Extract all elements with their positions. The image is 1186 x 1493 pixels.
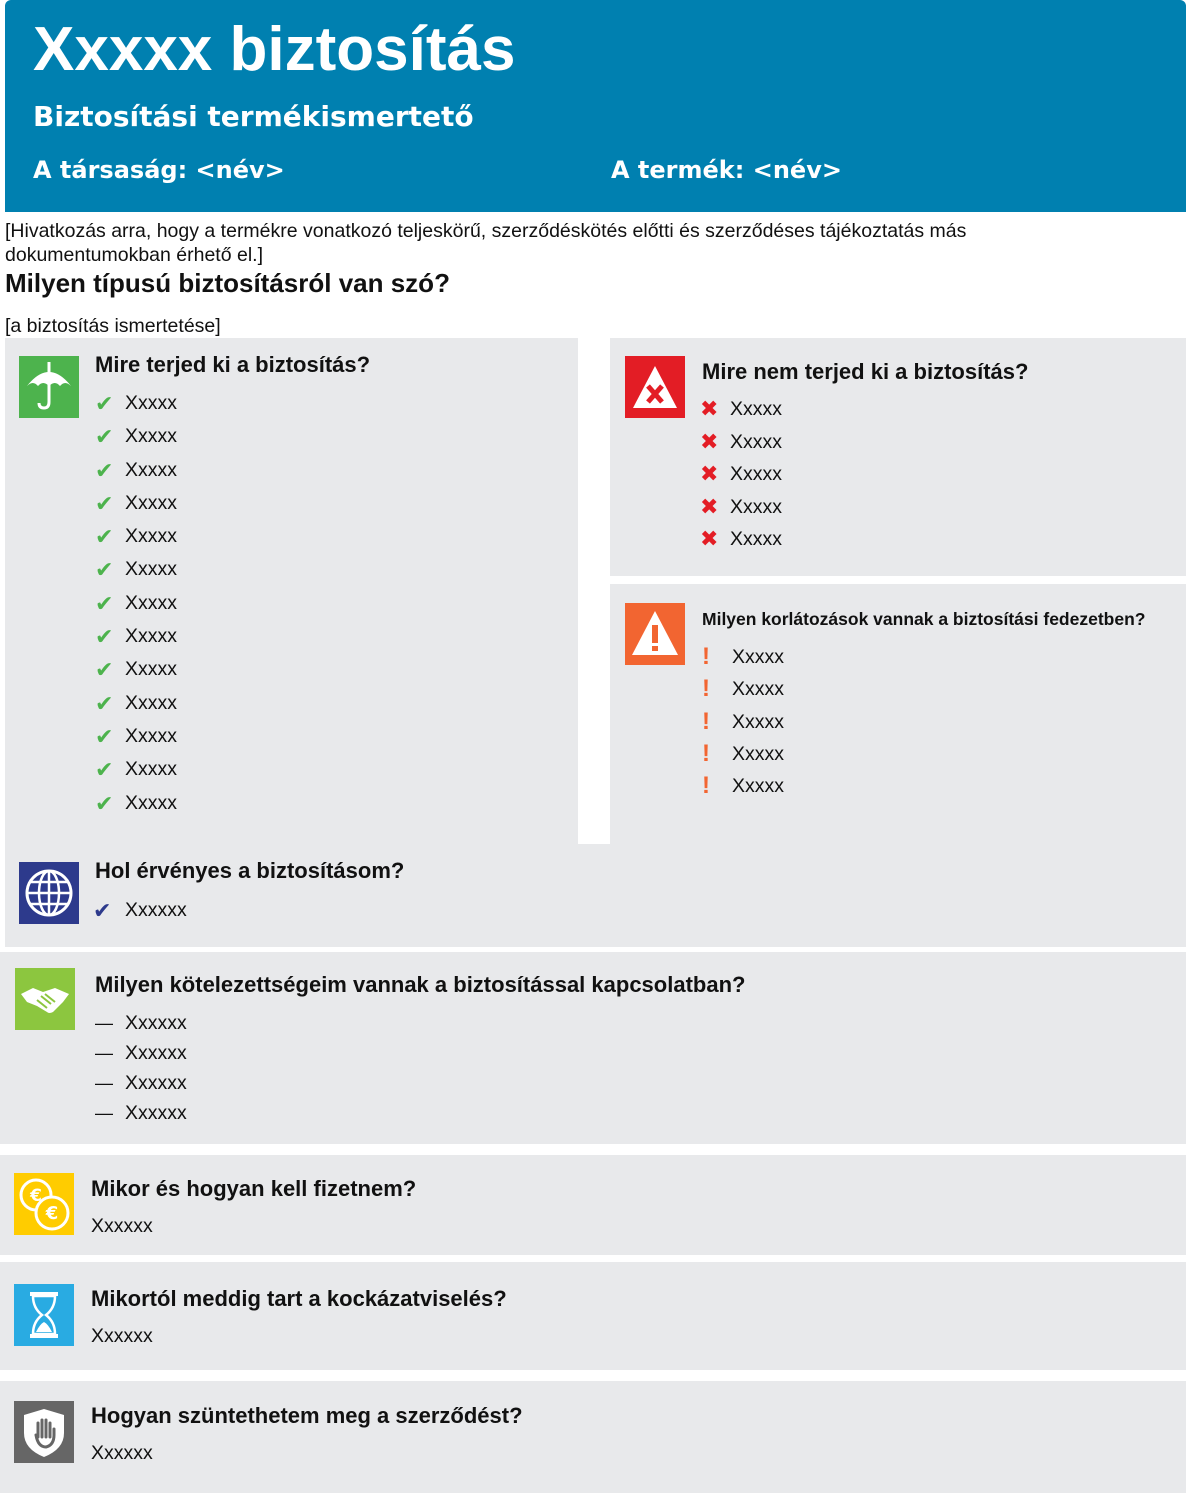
svg-text:€: € [30, 1186, 42, 1206]
check-icon: ✔ [95, 391, 114, 416]
check-icon: ✔ [95, 524, 114, 550]
svg-text:€: € [45, 1203, 59, 1224]
cross-icon: ✖ [700, 461, 719, 486]
warning-cross-icon [625, 356, 685, 418]
termination-title: Hogyan szüntethetem meg a szerződést? [91, 1403, 523, 1428]
cross-icon: ✖ [700, 428, 719, 454]
termination-text: Xxxxxx [91, 1442, 153, 1464]
euro-coins-icon [14, 1173, 74, 1235]
payment-title: Mikor és hogyan kell fizetnem? [91, 1176, 417, 1201]
check-icon: ✔ [95, 690, 114, 716]
check-icon: ✔ [95, 557, 114, 583]
dash-icon: — [95, 1103, 113, 1123]
umbrella-icon [19, 356, 79, 418]
check-icon: ✔ [95, 590, 114, 616]
exclamation-icon: ! [702, 707, 710, 735]
payment-text: Xxxxxx [91, 1215, 153, 1237]
dash-icon: — [95, 1043, 113, 1063]
insurance-type-heading: Milyen típusú biztosításról van szó? [5, 268, 450, 298]
dash-icon: — [95, 1013, 113, 1033]
globe-icon [19, 862, 79, 924]
check-icon: ✔ [95, 723, 114, 749]
product-name: A termék: <név> [611, 156, 842, 184]
obligations-panel: Milyen kötelezettségeim vannak a biztosítással kapcsolatban? — Xxxxxx — Xxxxxx — Xxxxxx — Xxxxxx [0, 952, 1186, 1144]
payment-panel [0, 1155, 1186, 1255]
document-title: Xxxxx biztosítás [33, 15, 516, 84]
where-panel: Hol érvényes a biztosításom? ✔ Xxxxxx [5, 844, 1186, 947]
header-banner [5, 0, 1186, 212]
check-icon: ✔ [95, 790, 114, 816]
check-icon: ✔ [95, 424, 114, 450]
termination-panel [0, 1381, 1186, 1493]
warning-exclamation-icon [625, 603, 685, 665]
covered-panel: Mire terjed ki a biztosítás? ✔ Xxxxx ✔ Xxxxx ✔ Xxxxx ✔ Xxxxx ✔ Xxxxx ✔ Xxxxx ✔ Xxxxx ✔ Xxxxx ✔ Xxxxx ✔ Xxxxx ✔ Xxxxx ✔ Xxxxx ✔ Xxxxx [5, 338, 578, 846]
check-icon: ✔ [93, 898, 112, 923]
where-title: Hol érvényes a biztosításom? [95, 858, 405, 883]
covered-title: Mire terjed ki a biztosítás? [95, 352, 371, 377]
exclamation-icon: ! [702, 675, 710, 703]
dash-icon: — [95, 1073, 113, 1093]
check-icon: ✔ [95, 657, 114, 683]
check-icon: ✔ [95, 624, 114, 650]
company-name: A társaság: <név> [33, 156, 285, 184]
exclamation-icon: ! [702, 643, 710, 670]
restrictions-title: Milyen korlátozások vannak a biztosítási fedezetben? [702, 609, 1146, 629]
document-subtitle: Biztosítási termékismertető [33, 100, 474, 133]
shield-hand-icon [14, 1401, 74, 1463]
restrictions-panel: Milyen korlátozások vannak a biztosítási fedezetben? ! Xxxxx ! Xxxxx ! Xxxxx ! Xxxxx ! Xxxxx [610, 584, 1186, 846]
duration-text: Xxxxxx [91, 1325, 153, 1347]
check-icon: ✔ [95, 457, 114, 483]
exclamation-icon: ! [702, 772, 710, 800]
not-covered-panel: Mire nem terjed ki a biztosítás? ✖ Xxxxx ✖ Xxxxx ✖ Xxxxx ✖ Xxxxx ✖ Xxxxx [610, 338, 1186, 576]
hourglass-icon [14, 1284, 74, 1346]
exclamation-icon: ! [702, 739, 710, 767]
check-icon: ✔ [95, 490, 114, 516]
cross-icon: ✖ [700, 493, 719, 519]
handshake-icon [15, 968, 75, 1030]
cross-icon: ✖ [700, 526, 719, 551]
cross-icon: ✖ [700, 396, 719, 421]
insurance-description: [a biztosítás ismertetése] [5, 315, 221, 337]
reference-note: [Hivatkozás arra, hogy a termékre vonatkozó teljeskörű, szerződéskötés előtti és szerződéses tájékoztatás más dokumentumokban érhető el.] [5, 220, 967, 266]
duration-title: Mikortól meddig tart a kockázatviselés? [91, 1286, 507, 1311]
duration-panel [0, 1262, 1186, 1370]
obligations-title: Milyen kötelezettségeim vannak a biztosítással kapcsolatban? [95, 972, 746, 997]
not-covered-title: Mire nem terjed ki a biztosítás? [702, 359, 1029, 384]
check-icon: ✔ [95, 757, 114, 783]
